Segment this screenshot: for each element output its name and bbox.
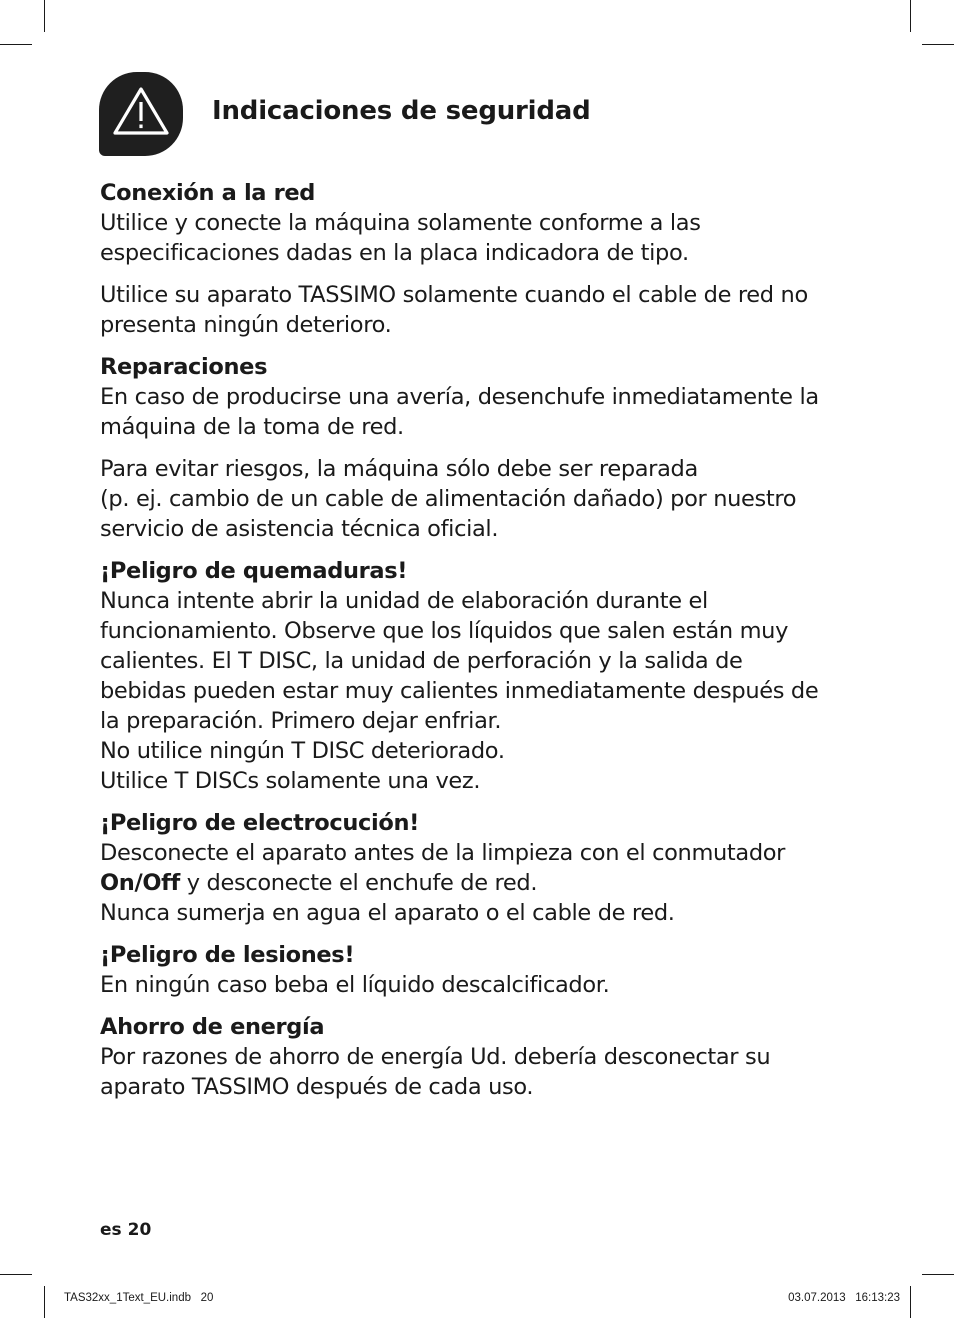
- text-line: En caso de producirse una avería, desenchufe inmediatamente la: [100, 384, 819, 410]
- text-line: En ningún caso beba el líquido descalcificador.: [100, 972, 610, 998]
- section-heading: ¡Peligro de lesiones!: [100, 942, 355, 968]
- on-off-switch-label: On/Off: [100, 870, 180, 896]
- text-line: funcionamiento. Observe que los líquidos que salen están muy: [100, 618, 789, 644]
- section-repairs: [100, 352, 870, 442]
- text-line: Nunca intente abrir la unidad de elaboración durante el: [100, 588, 708, 614]
- text-line: Nunca sumerja en agua el aparato o el cable de red.: [100, 900, 675, 926]
- crop-mark: [44, 1286, 45, 1318]
- text-line: presenta ningún deterioro.: [100, 312, 392, 338]
- print-file-info: TAS32xx_1Text_EU.indb 20: [64, 1292, 214, 1304]
- text-line: especificaciones dadas en la placa indicadora de tipo.: [100, 240, 689, 266]
- page-number: [100, 1220, 151, 1240]
- crop-mark: [922, 1274, 954, 1275]
- text-fragment: y desconecte el enchufe de red.: [179, 870, 538, 896]
- warning-triangle-icon: [99, 72, 183, 156]
- section-heading: Reparaciones: [100, 354, 268, 380]
- section-heading: Conexión a la red: [100, 180, 316, 206]
- crop-mark: [922, 44, 954, 45]
- section-energy-saving: [100, 1012, 870, 1102]
- text-line: (p. ej. cambio de un cable de alimentación dañado) por nuestro: [100, 486, 797, 512]
- text-line: Utilice su aparato TASSIMO solamente cuando el cable de red no: [100, 282, 808, 308]
- text-line: bebidas pueden estar muy calientes inmediatamente después de: [100, 678, 819, 704]
- crop-mark: [0, 1274, 32, 1275]
- print-timestamp: 03.07.2013 16:13:23: [788, 1292, 900, 1304]
- page-title: Indicaciones de seguridad: [212, 96, 591, 126]
- safety-content: [100, 178, 870, 1114]
- section-electrocution-hazard: [100, 808, 870, 928]
- crop-mark: [910, 1286, 911, 1318]
- page-number-value: 20: [127, 1220, 152, 1240]
- section-heading: Ahorro de energía: [100, 1014, 325, 1040]
- section-power-connection: [100, 178, 870, 268]
- text-line: Por razones de ahorro de energía Ud. debería desconectar su: [100, 1044, 771, 1070]
- text-line: calientes. El T DISC, la unidad de perforación y la salida de: [100, 648, 743, 674]
- text-line: servicio de asistencia técnica oficial.: [100, 516, 499, 542]
- crop-mark: [0, 44, 32, 45]
- text-line: Desconecte el aparato antes de la limpieza con el conmutador: [100, 840, 786, 866]
- crop-mark: [910, 0, 911, 32]
- text-line: [100, 868, 870, 898]
- text-line: Utilice y conecte la máquina solamente conforme a las: [100, 210, 701, 236]
- text-line: Para evitar riesgos, la máquina sólo debe ser reparada: [100, 456, 698, 482]
- section-burn-hazard: [100, 556, 870, 796]
- language-code: es: [100, 1220, 122, 1240]
- section-heading: ¡Peligro de quemaduras!: [100, 558, 408, 584]
- text-line: la preparación. Primero dejar enfriar.: [100, 708, 502, 734]
- text-line: máquina de la toma de red.: [100, 414, 404, 440]
- paragraph: [100, 454, 870, 544]
- section-injury-hazard: [100, 940, 870, 1000]
- section-heading: ¡Peligro de electrocución!: [100, 810, 420, 836]
- text-line: No utilice ningún T DISC deteriorado.: [100, 738, 505, 764]
- text-line: aparato TASSIMO después de cada uso.: [100, 1074, 534, 1100]
- text-line: Utilice T DISCs solamente una vez.: [100, 768, 481, 794]
- paragraph: [100, 280, 870, 340]
- crop-mark: [44, 0, 45, 32]
